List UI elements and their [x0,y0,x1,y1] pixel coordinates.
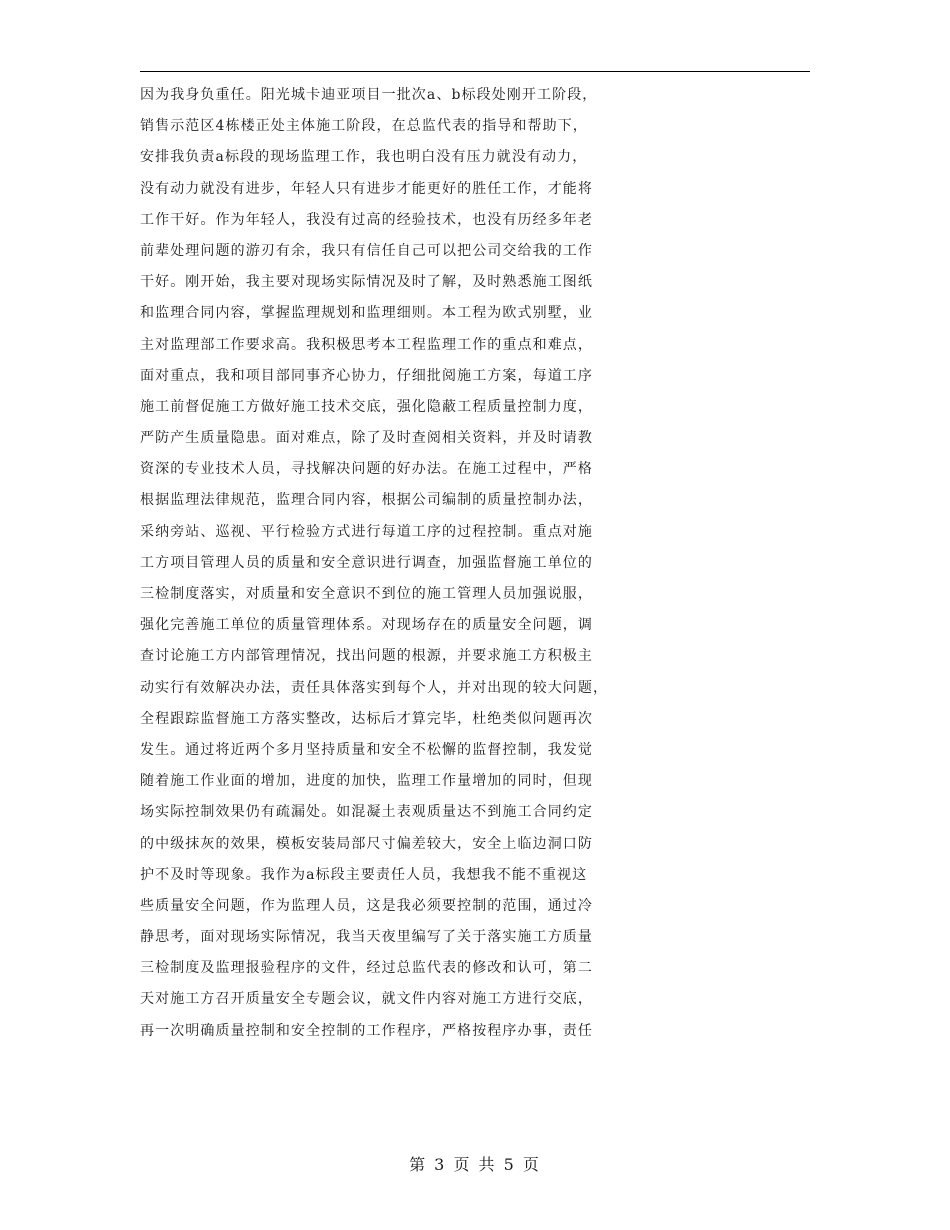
text-line: 没有动力就没有进步，年轻人只有进步才能更好的胜任工作，才能将 [140,180,593,197]
text-line: 随着施工作业面的增加，进度的加快，监理工作量增加的同时，但现 [140,773,593,790]
text-line: 和监理合同内容，掌握监理规划和监理细则。本工程为欧式别墅，业 [140,305,593,322]
text-line: 场实际控制效果仍有疏漏处。如混凝土表观质量达不到施工合同约定 [140,804,593,821]
text-line: 动实行有效解决办法，责任具体落实到每个人，并对出现的较大问题， [140,679,609,696]
text-line: 根据监理法律规范，监理合同内容，根据公司编制的质量控制办法， [140,492,593,509]
text-line: 采纳旁站、巡视、平行检验方式进行每道工序的过程控制。重点对施 [140,523,593,540]
text-line: 三检制度落实，对质量和安全意识不到位的施工管理人员加强说服， [140,586,593,602]
text-line: 干好。刚开始，我主要对现场实际情况及时了解，及时熟悉施工图纸 [140,274,593,291]
text-line: 工方项目管理人员的质量和安全意识进行调查，加强监督施工单位的 [140,554,593,571]
text-line: 资深的专业技术人员，寻找解决问题的好办法。在施工过程中，严格 [140,461,593,478]
header-rule [140,71,810,72]
text-line: 全程跟踪监督施工方落实整改，达标后才算完毕，杜绝类似问题再次 [140,710,593,727]
text-line: 发生。通过将近两个多月坚持质量和安全不松懈的监督控制，我发觉 [140,741,593,758]
text-line: 护不及时等现象。我作为a标段主要责任人员，我想我不能不重视这 [140,866,588,883]
text-line: 因为我身负重任。阳光城卡迪亚项目一批次a、b标段处刚开工阶段， [140,87,598,103]
text-line: 天对施工方召开质量安全专题会议，就文件内容对施工方进行交底， [140,991,593,1008]
text-line: 安排我负责a标段的现场监理工作，我也明白没有压力就没有动力， [140,149,588,166]
text-line: 强化完善施工单位的质量管理体系。对现场存在的质量安全问题，调 [140,617,593,634]
document-body [140,80,820,1047]
text-line: 工作干好。作为年轻人，我没有过高的经验技术，也没有历经多年老 [140,211,593,228]
text-line: 三检制度及监理报验程序的文件，经过总监代表的修改和认可，第二 [140,960,593,977]
text-line: 些质量安全问题，作为监理人员，这是我必须要控制的范围，通过冷 [140,897,593,914]
text-line: 严防产生质量隐患。面对难点，除了及时查阅相关资料，并及时请教 [140,430,593,447]
text-line: 的中级抹灰的效果，模板安装局部尺寸偏差较大，安全上临边洞口防 [140,835,593,852]
text-line: 静思考，面对现场实际情况，我当天夜里编写了关于落实施工方质量 [140,929,593,946]
text-line: 再一次明确质量控制和安全控制的工作程序，严格按程序办事，责任 [140,1022,593,1039]
text-line: 销售示范区4栋楼正处主体施工阶段，在总监代表的指导和帮助下， [140,118,588,135]
text-line: 面对重点，我和项目部同事齐心协力，仔细批阅施工方案，每道工序 [140,367,593,384]
text-line: 查讨论施工方内部管理情况，找出问题的根源，并要求施工方积极主 [140,648,593,665]
text-line: 前辈处理问题的游刃有余，我只有信任自己可以把公司交给我的工作 [140,242,593,259]
text-line: 主对监理部工作要求高。我积极思考本工程监理工作的重点和难点， [140,336,593,353]
page-number-footer: 第 3 页 共 5 页 [409,1155,541,1174]
text-line: 施工前督促施工方做好施工技术交底，强化隐蔽工程质量控制力度， [140,398,593,415]
